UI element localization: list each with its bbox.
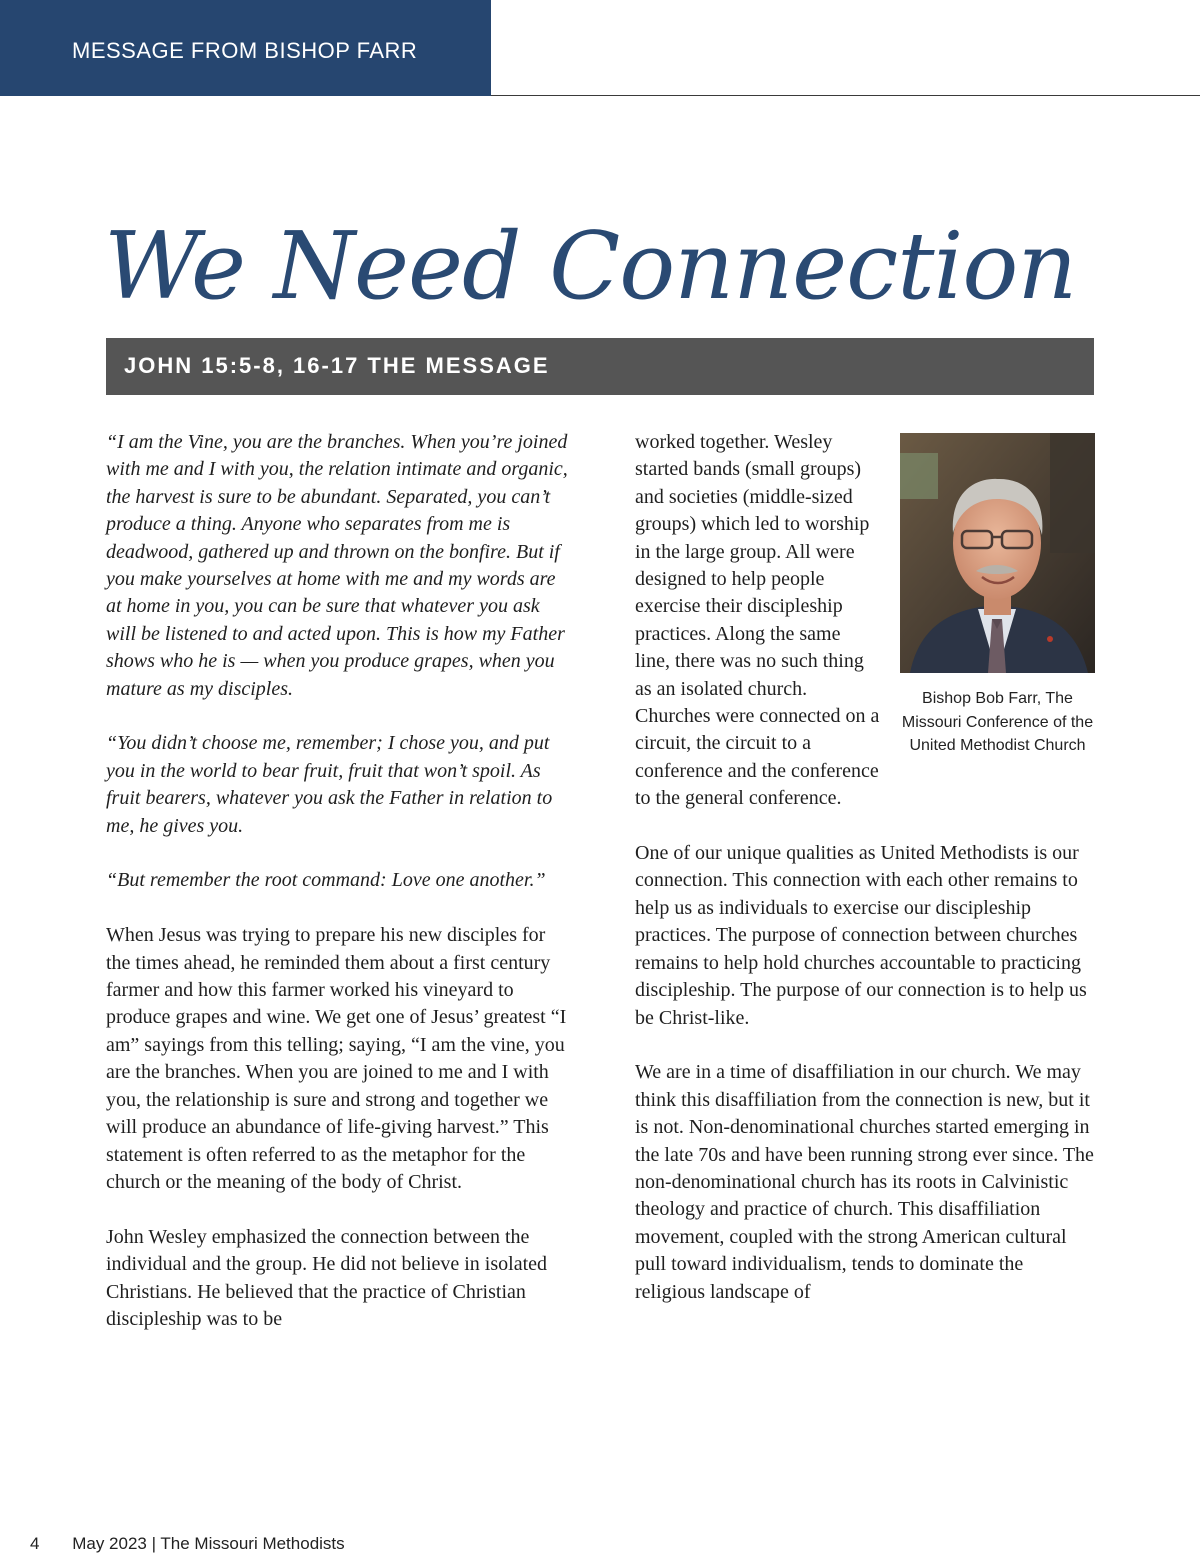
- header-divider: [491, 95, 1200, 96]
- section-label: MESSAGE FROM BISHOP FARR: [0, 0, 491, 96]
- scripture-reference-bar: JOHN 15:5-8, 16-17 THE MESSAGE: [106, 338, 1094, 395]
- scripture-quote-1: “I am the Vine, you are the branches. When you’re joined with me and I with you, the relation intimate and organic, the harvest is sure to be abundant. Separated, you can’t produce a thing. Anyone who separates from me is deadwood, gathered up and thrown on the bonfire. But if you make yourselves at home with me and my words are at home in you, you can be sure that whatever you ask will be listened to and acted upon. This is how my Father shows who he is — when you produce grapes, when you mature as my disciples.: [106, 431, 568, 700]
- article-title: We Need Connection: [104, 212, 1077, 320]
- page-number: 4: [30, 1534, 40, 1553]
- scripture-quote-3: “But remember the root command: Love one another.”: [106, 869, 546, 892]
- photo-figure: [900, 433, 1095, 758]
- body-paragraph: John Wesley emphasized the connection between the individual and the group. He did not believe in isolated Christians. He believed that the practice of Christian discipleship was to be: [106, 1225, 548, 1330]
- photo-caption: Bishop Bob Farr, The Missouri Conference of the United Methodist Church: [901, 690, 1094, 754]
- scripture-quote-2: “You didn’t choose me, remember; I chose you, and put you in the world to bear fruit, fruit that won’t spoil. As fruit bearers, whatever you ask the Father in relation to me, he gives you.: [106, 732, 553, 837]
- body-paragraph: We are in a time of disaffiliation in our church. We may think this disaffiliation from the connection is new, but it is not. Non-denominational churches started emerging in the late 70s and have been running strong ever since. The non-denominational church has its roots in Calvinistic theology and practice of church. This disaffiliation movement, coupled with the strong American cultural pull toward individualism, tends to dominate the religious landscape of: [635, 1061, 1094, 1303]
- bishop-portrait-photo: [900, 433, 1095, 673]
- issue-info: May 2023 | The Missouri Methodists: [72, 1534, 345, 1553]
- left-column: [106, 429, 571, 1361]
- body-paragraph: worked together. Wesley started bands (small groups) and societies (middle-sized groups) which led to worship in the large group. All were designed to help people exercise their discipleship practices. Along the same line, there was no such thing as an isolated church. Churches were connected on a circuit, the circuit to a conference and the conference to the general conference.: [635, 431, 880, 810]
- right-column: [635, 429, 1095, 1333]
- body-paragraph: When Jesus was trying to prepare his new disciples for the times ahead, he reminded them about a first century farmer and how this farmer worked his vineyard to produce grapes and wine. We get one of Jesus’ greatest “I am” sayings from this telling; saying, “I am the vine, you are the branches. When you are joined to me and I with you, the relationship is sure and strong and together we will produce an abundance of life-giving harvest.” This statement is often referred to as the metaphor for the church or the meaning of the body of Christ.: [106, 924, 567, 1193]
- body-paragraph: One of our unique qualities as United Methodists is our connection. This connection with each other remains to help us as individuals to exercise our discipleship practices. The purpose of connection between churches remains to help hold churches accountable to practicing discipleship. The purpose of our connection is to help us be Christ-like.: [635, 842, 1087, 1029]
- page-footer: [30, 1534, 345, 1554]
